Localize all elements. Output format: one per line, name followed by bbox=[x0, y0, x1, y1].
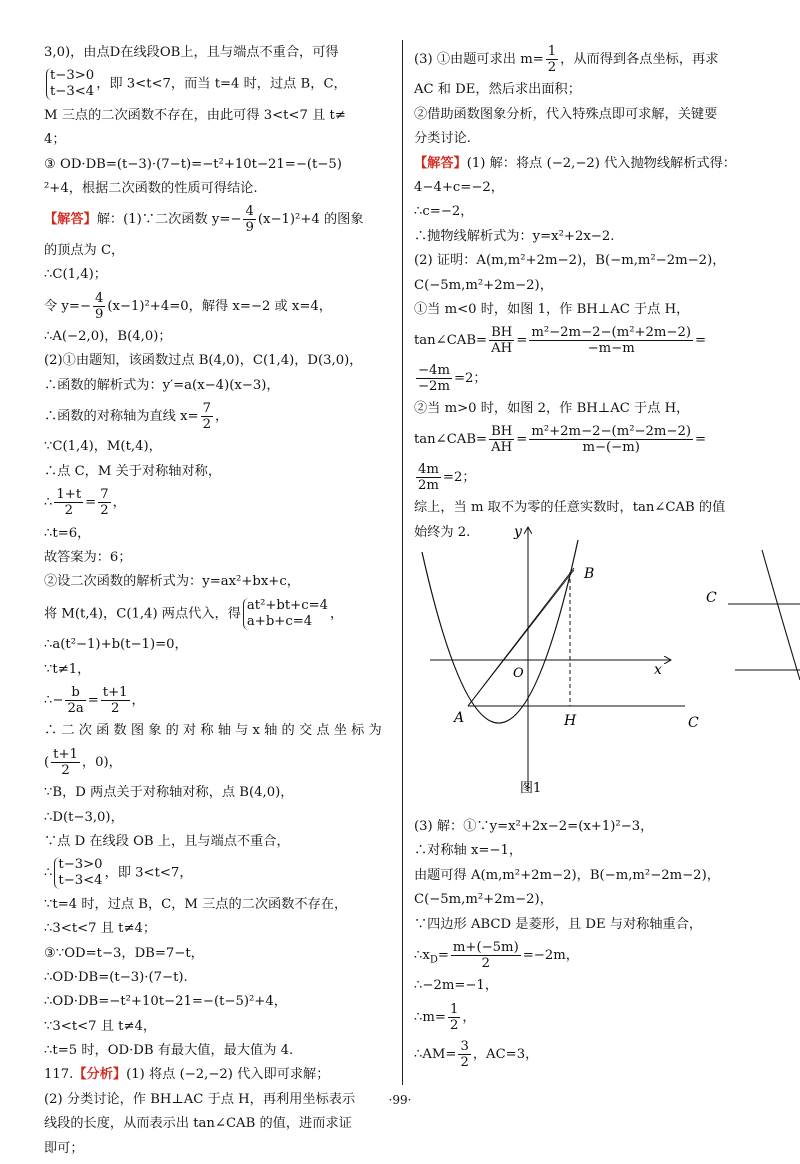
text: ∴t=5 时，OD·DB 有最大值，最大值为 4. bbox=[44, 1043, 294, 1059]
text-line bbox=[44, 438, 394, 456]
numerator: BH bbox=[491, 424, 513, 440]
text-line bbox=[414, 130, 754, 148]
text-line bbox=[44, 1042, 394, 1060]
numerator: t+1 bbox=[53, 746, 78, 762]
inequality: t−3>0 bbox=[58, 857, 103, 873]
text-line bbox=[414, 1002, 754, 1033]
numerator: BH bbox=[491, 325, 513, 341]
text: ∴OD·DB=(t−3)·(7−t). bbox=[44, 969, 188, 985]
text: ，从而得到各点坐标，再求 bbox=[560, 52, 719, 67]
text-line bbox=[44, 685, 394, 716]
text-line bbox=[44, 857, 394, 889]
text: = bbox=[85, 495, 97, 511]
text: = bbox=[516, 432, 528, 448]
denominator: 2 bbox=[61, 762, 70, 778]
numerator: 1 bbox=[449, 1001, 459, 1017]
text-line bbox=[414, 228, 754, 246]
text-line bbox=[414, 155, 754, 173]
text-line bbox=[44, 156, 394, 174]
text: ∴ bbox=[44, 495, 53, 511]
text-line bbox=[44, 107, 394, 125]
text: C(−5m,m²+2m−2)， bbox=[414, 277, 553, 293]
text: ， bbox=[214, 409, 229, 425]
text-line bbox=[414, 818, 754, 836]
denominator: 2 bbox=[481, 955, 491, 971]
text: ∴c=−2， bbox=[414, 204, 474, 220]
text-line bbox=[44, 1066, 394, 1084]
text: ， bbox=[330, 606, 344, 622]
text: (1) 将点 (−2,−2) 代入即可求解； bbox=[126, 1067, 330, 1083]
text: ∴t=6， bbox=[44, 525, 91, 541]
fraction bbox=[416, 462, 441, 493]
text: tan∠CAB= bbox=[414, 432, 488, 448]
line-ab-2 bbox=[468, 570, 574, 706]
denominator: 2 bbox=[460, 1055, 469, 1071]
text-line bbox=[44, 44, 394, 62]
text: (x−1)²+4 的图象 bbox=[257, 212, 364, 228]
text: ②当 m>0 时，如图 2，作 BH⊥AC 于点 H， bbox=[414, 401, 690, 417]
text: ∴OD·DB=−t²+10t−21=−(t−5)²+4， bbox=[44, 994, 287, 1010]
text: ∵C(1,4)，M(t,4)， bbox=[44, 439, 162, 455]
text: (1) 解：将点 (−2,−2) 代入抛物线解析式得： bbox=[466, 155, 736, 171]
right-column bbox=[414, 44, 754, 548]
inequality-system bbox=[46, 68, 94, 100]
text: 综上，当 m 取不为零的任意实数时，tan∠CAB 的值 bbox=[414, 500, 726, 516]
text: ∵3<t<7 且 t≠4， bbox=[44, 1018, 157, 1034]
text-line bbox=[44, 487, 394, 518]
parabola-curve bbox=[422, 540, 578, 723]
fraction bbox=[243, 204, 255, 235]
text: ，AC=3， bbox=[472, 1047, 539, 1063]
text: ②设二次函数的解析式为：y=ax²+bx+c， bbox=[44, 574, 300, 590]
text-line bbox=[414, 977, 754, 995]
text-line bbox=[44, 661, 394, 679]
text: ∴抛物线解析式为：y=x²+2x−2. bbox=[414, 228, 615, 244]
label-y: y bbox=[514, 524, 522, 540]
fraction bbox=[51, 747, 80, 778]
text: ∴函数的对称轴为直线 x= bbox=[44, 409, 199, 425]
text-line bbox=[44, 747, 394, 778]
text: 始终为 2. bbox=[414, 524, 471, 540]
text-line bbox=[44, 549, 394, 567]
denominator: −2m bbox=[418, 378, 450, 394]
fraction bbox=[93, 291, 105, 322]
text-line bbox=[44, 131, 394, 149]
text: = bbox=[516, 333, 528, 349]
fraction bbox=[448, 1002, 460, 1033]
text: ∴m= bbox=[414, 1009, 446, 1025]
denominator: 2 bbox=[110, 700, 120, 716]
numerator: t+1 bbox=[102, 684, 128, 700]
text-line bbox=[414, 1039, 754, 1070]
text-line bbox=[44, 525, 394, 543]
text: ∴ 二 次 函 数 图 象 的 对 称 轴 与 x 轴 的 交 点 坐 标 为 bbox=[44, 723, 382, 739]
text: ③ OD·DB=(t−3)·(7−t)=−t²+10t−21=−(t−5) bbox=[44, 156, 342, 172]
text-line bbox=[414, 203, 754, 221]
text: ∴点 C，M 关于对称轴对称， bbox=[44, 463, 222, 479]
text: 由题可得 A(m,m²+2m−2)，B(−m,m²−2m−2)， bbox=[414, 867, 720, 883]
text-line bbox=[44, 377, 394, 395]
text-line bbox=[44, 352, 394, 370]
text: ③∵OD=t−3，DB=7−t， bbox=[44, 945, 204, 961]
text: ②借助函数图象分析，代入特殊点即可求解，关键要 bbox=[414, 106, 718, 122]
denominator: 2a bbox=[67, 700, 84, 716]
text-line bbox=[44, 68, 394, 100]
text-line bbox=[414, 867, 754, 885]
text: (3) ①由题可求出 m= bbox=[414, 52, 544, 67]
numerator: 1 bbox=[547, 44, 557, 59]
text: ( bbox=[44, 754, 50, 770]
text: ²+4，根据二次函数的性质可得结论. bbox=[44, 180, 258, 196]
text-line bbox=[44, 463, 394, 481]
text: (2) 分类讨论，作 BH⊥AC 于点 H，再利用坐标表示 bbox=[44, 1091, 356, 1107]
text: (x−1)²+4=0，解得 x=−2 或 x=4， bbox=[107, 298, 332, 314]
text: 令 y=− bbox=[44, 298, 91, 314]
text-line bbox=[44, 1115, 394, 1133]
denominator: 2 bbox=[202, 417, 211, 433]
numerator: 4 bbox=[245, 204, 254, 220]
label-o: O bbox=[513, 666, 524, 681]
text: ∴−2m=−1， bbox=[414, 978, 499, 994]
text: ∵t=4 时，过点 B，C，M 三点的二次函数不存在， bbox=[44, 896, 348, 912]
left-column bbox=[44, 44, 394, 1164]
solution-tag: 【解答】 bbox=[414, 155, 467, 171]
text-line bbox=[414, 325, 754, 356]
page-number: ·99· bbox=[388, 1093, 412, 1107]
text-line bbox=[44, 945, 394, 963]
text-line bbox=[414, 277, 754, 295]
label-a: A bbox=[454, 710, 465, 726]
denominator: 2 bbox=[449, 1017, 459, 1033]
fraction bbox=[65, 685, 85, 716]
text: 解：(1)∵二次函数 y=− bbox=[96, 212, 242, 228]
text-line bbox=[44, 1140, 394, 1158]
text: ∴x bbox=[414, 947, 430, 963]
text: ∵B，D 两点关于对称轴对称，点 B(4,0)， bbox=[44, 785, 294, 801]
equation-system bbox=[243, 598, 328, 630]
text-line bbox=[44, 242, 394, 260]
text: 的顶点为 C， bbox=[44, 242, 125, 258]
text-line bbox=[44, 204, 394, 235]
text: ∴3<t<7 且 t≠4； bbox=[44, 921, 157, 937]
text-line bbox=[414, 424, 754, 455]
numerator: m²−2m−2−(m²+2m−2) bbox=[531, 325, 692, 341]
numerator: 3 bbox=[460, 1039, 469, 1055]
solution-tag: 【解答】 bbox=[44, 212, 97, 228]
text-line bbox=[414, 44, 754, 75]
label-c-fig2: C bbox=[706, 590, 717, 606]
text: = bbox=[695, 333, 707, 349]
fig2-curve bbox=[762, 550, 800, 680]
text-line bbox=[44, 598, 394, 630]
text-line bbox=[44, 784, 394, 802]
text: = bbox=[87, 692, 99, 708]
numerator: m+(−5m) bbox=[452, 939, 519, 955]
denominator: AH bbox=[491, 341, 513, 357]
fraction bbox=[416, 363, 452, 394]
text: ∴对称轴 x=−1， bbox=[414, 843, 523, 859]
analysis-tag: 【分析】 bbox=[73, 1067, 127, 1083]
text-line bbox=[414, 106, 754, 124]
label-c: C bbox=[688, 715, 699, 731]
text: (2) 证明：A(m,m²+2m−2)，B(−m,m²−2m−2)， bbox=[414, 253, 726, 269]
text-line bbox=[414, 301, 754, 319]
text: 3,0)，由点D在线段OB上，且与端点不重合，可得 bbox=[44, 45, 339, 60]
text: ∴− bbox=[44, 692, 64, 708]
label-x: x bbox=[654, 662, 662, 678]
text: ∵点 D 在线段 OB 上，且与端点不重合， bbox=[44, 833, 290, 849]
text: = bbox=[695, 432, 707, 448]
denominator: −m−m bbox=[587, 341, 635, 357]
numerator: m²+2m−2−(m²−2m−2) bbox=[531, 424, 692, 440]
text: (2)①由题知，该函数过点 B(4,0)，C(1,4)，D(3,0)， bbox=[44, 353, 363, 369]
text-line bbox=[414, 252, 754, 270]
text-line bbox=[414, 842, 754, 860]
text-line bbox=[44, 266, 394, 284]
text-line bbox=[44, 833, 394, 851]
text-line bbox=[44, 1018, 394, 1036]
denominator: m−(−m) bbox=[582, 440, 640, 456]
numerator: 4 bbox=[94, 290, 104, 306]
text: ∵t≠1， bbox=[44, 661, 91, 677]
text: tan∠CAB= bbox=[414, 333, 488, 349]
inequality-system bbox=[54, 857, 102, 889]
text-line bbox=[44, 636, 394, 654]
text-line bbox=[44, 920, 394, 938]
denominator: 2 bbox=[100, 503, 109, 519]
text: ， bbox=[131, 692, 145, 708]
text-line bbox=[44, 993, 394, 1011]
text: 故答案为：6； bbox=[44, 550, 132, 566]
numerator: 4m bbox=[418, 461, 439, 477]
text: ∴D(t−3,0)， bbox=[44, 809, 124, 825]
right-column-lower bbox=[414, 818, 754, 1077]
fraction bbox=[54, 487, 83, 518]
text: (3) 解：①∵y=x²+2x−2=(x+1)²−3， bbox=[414, 819, 654, 834]
denominator: 9 bbox=[94, 306, 104, 322]
text-line bbox=[44, 180, 394, 198]
fraction bbox=[529, 424, 693, 455]
fraction bbox=[451, 940, 521, 971]
text: 4； bbox=[44, 132, 66, 148]
fraction bbox=[489, 325, 514, 356]
figure-1 bbox=[410, 520, 800, 810]
text: 线段的长度，从而表示出 tan∠CAB 的值，进而求证 bbox=[44, 1116, 352, 1132]
text: ，即 3<t<7， bbox=[104, 865, 193, 881]
numerator: −4m bbox=[418, 362, 450, 378]
text-line bbox=[44, 401, 394, 432]
text-line bbox=[44, 291, 394, 322]
equation: a+b+c=4 bbox=[246, 613, 313, 629]
fraction bbox=[546, 44, 558, 75]
text-line bbox=[44, 722, 394, 740]
numerator: 7 bbox=[100, 487, 109, 503]
text: ①当 m<0 时，如图 1，作 BH⊥AC 于点 H， bbox=[414, 301, 690, 317]
text: ∴a(t²−1)+b(t−1)=0， bbox=[44, 637, 188, 653]
text-line bbox=[44, 896, 394, 914]
text: C(−5m,m²+2m−2)， bbox=[414, 892, 553, 908]
text: ∴C(1,4)； bbox=[44, 267, 107, 283]
text: ，即 3<t<7，而当 t=4 时，过点 B，C， bbox=[96, 76, 347, 92]
column-divider bbox=[402, 40, 403, 1085]
text: = bbox=[437, 947, 449, 963]
denominator: 2m bbox=[418, 477, 439, 493]
text: ∴A(−2,0)，B(4,0)； bbox=[44, 328, 172, 344]
text: 分类讨论. bbox=[414, 131, 471, 147]
numerator: b bbox=[65, 685, 85, 701]
text: ∴函数的解析式为：y′=a(x−4)(x−3)， bbox=[44, 377, 280, 393]
fraction bbox=[529, 325, 693, 356]
label-h: H bbox=[564, 713, 577, 729]
text: 即可； bbox=[44, 1140, 84, 1156]
text-line bbox=[44, 573, 394, 591]
text-line bbox=[414, 940, 754, 971]
fraction bbox=[458, 1039, 470, 1070]
text: ， bbox=[462, 1009, 476, 1025]
text-line bbox=[414, 363, 754, 394]
text-line bbox=[414, 499, 754, 517]
fraction bbox=[98, 487, 110, 518]
text: =2； bbox=[442, 469, 476, 485]
fraction bbox=[489, 424, 514, 455]
inequality: t−3<4 bbox=[58, 873, 103, 889]
text: 将 M(t,4)，C(1,4) 两点代入，得 bbox=[44, 606, 241, 622]
denominator: 2 bbox=[547, 60, 557, 75]
denominator: AH bbox=[491, 440, 513, 456]
denominator: 2 bbox=[64, 503, 73, 519]
text-line bbox=[414, 400, 754, 418]
denominator: 9 bbox=[245, 220, 254, 236]
text-line bbox=[414, 179, 754, 197]
numerator: 1+t bbox=[56, 487, 82, 503]
text-line bbox=[414, 81, 754, 99]
text: 4−4+c=−2， bbox=[414, 179, 504, 195]
numerator: 7 bbox=[202, 401, 211, 417]
text-line bbox=[44, 809, 394, 827]
text-line bbox=[414, 462, 754, 493]
text: ∴AM= bbox=[414, 1047, 457, 1063]
text: ∵四边形 ABCD 是菱形，且 DE 与对称轴重合， bbox=[414, 916, 703, 932]
text: =−2m， bbox=[522, 947, 579, 963]
label-b: B bbox=[584, 566, 595, 582]
subscript: D bbox=[429, 954, 438, 966]
fraction bbox=[201, 401, 213, 432]
text-line bbox=[414, 916, 754, 934]
fraction bbox=[101, 685, 130, 716]
question-number: 117. bbox=[44, 1067, 74, 1083]
figure-caption: 图1 bbox=[520, 781, 542, 796]
inequality: t−3<4 bbox=[50, 84, 95, 100]
text: ，0)， bbox=[81, 754, 122, 770]
text: ∴ bbox=[44, 865, 53, 881]
text-line bbox=[44, 969, 394, 987]
text: ， bbox=[112, 495, 126, 511]
equation: at²+bt+c=4 bbox=[246, 597, 329, 613]
text: M 三点的二次函数不存在，由此可得 3<t<7 且 t≠ bbox=[44, 107, 346, 123]
text-line bbox=[44, 328, 394, 346]
text: =2； bbox=[453, 370, 487, 386]
text-line bbox=[414, 891, 754, 909]
inequality: t−3>0 bbox=[50, 68, 95, 84]
text: AC 和 DE，然后求出面积； bbox=[414, 82, 581, 98]
